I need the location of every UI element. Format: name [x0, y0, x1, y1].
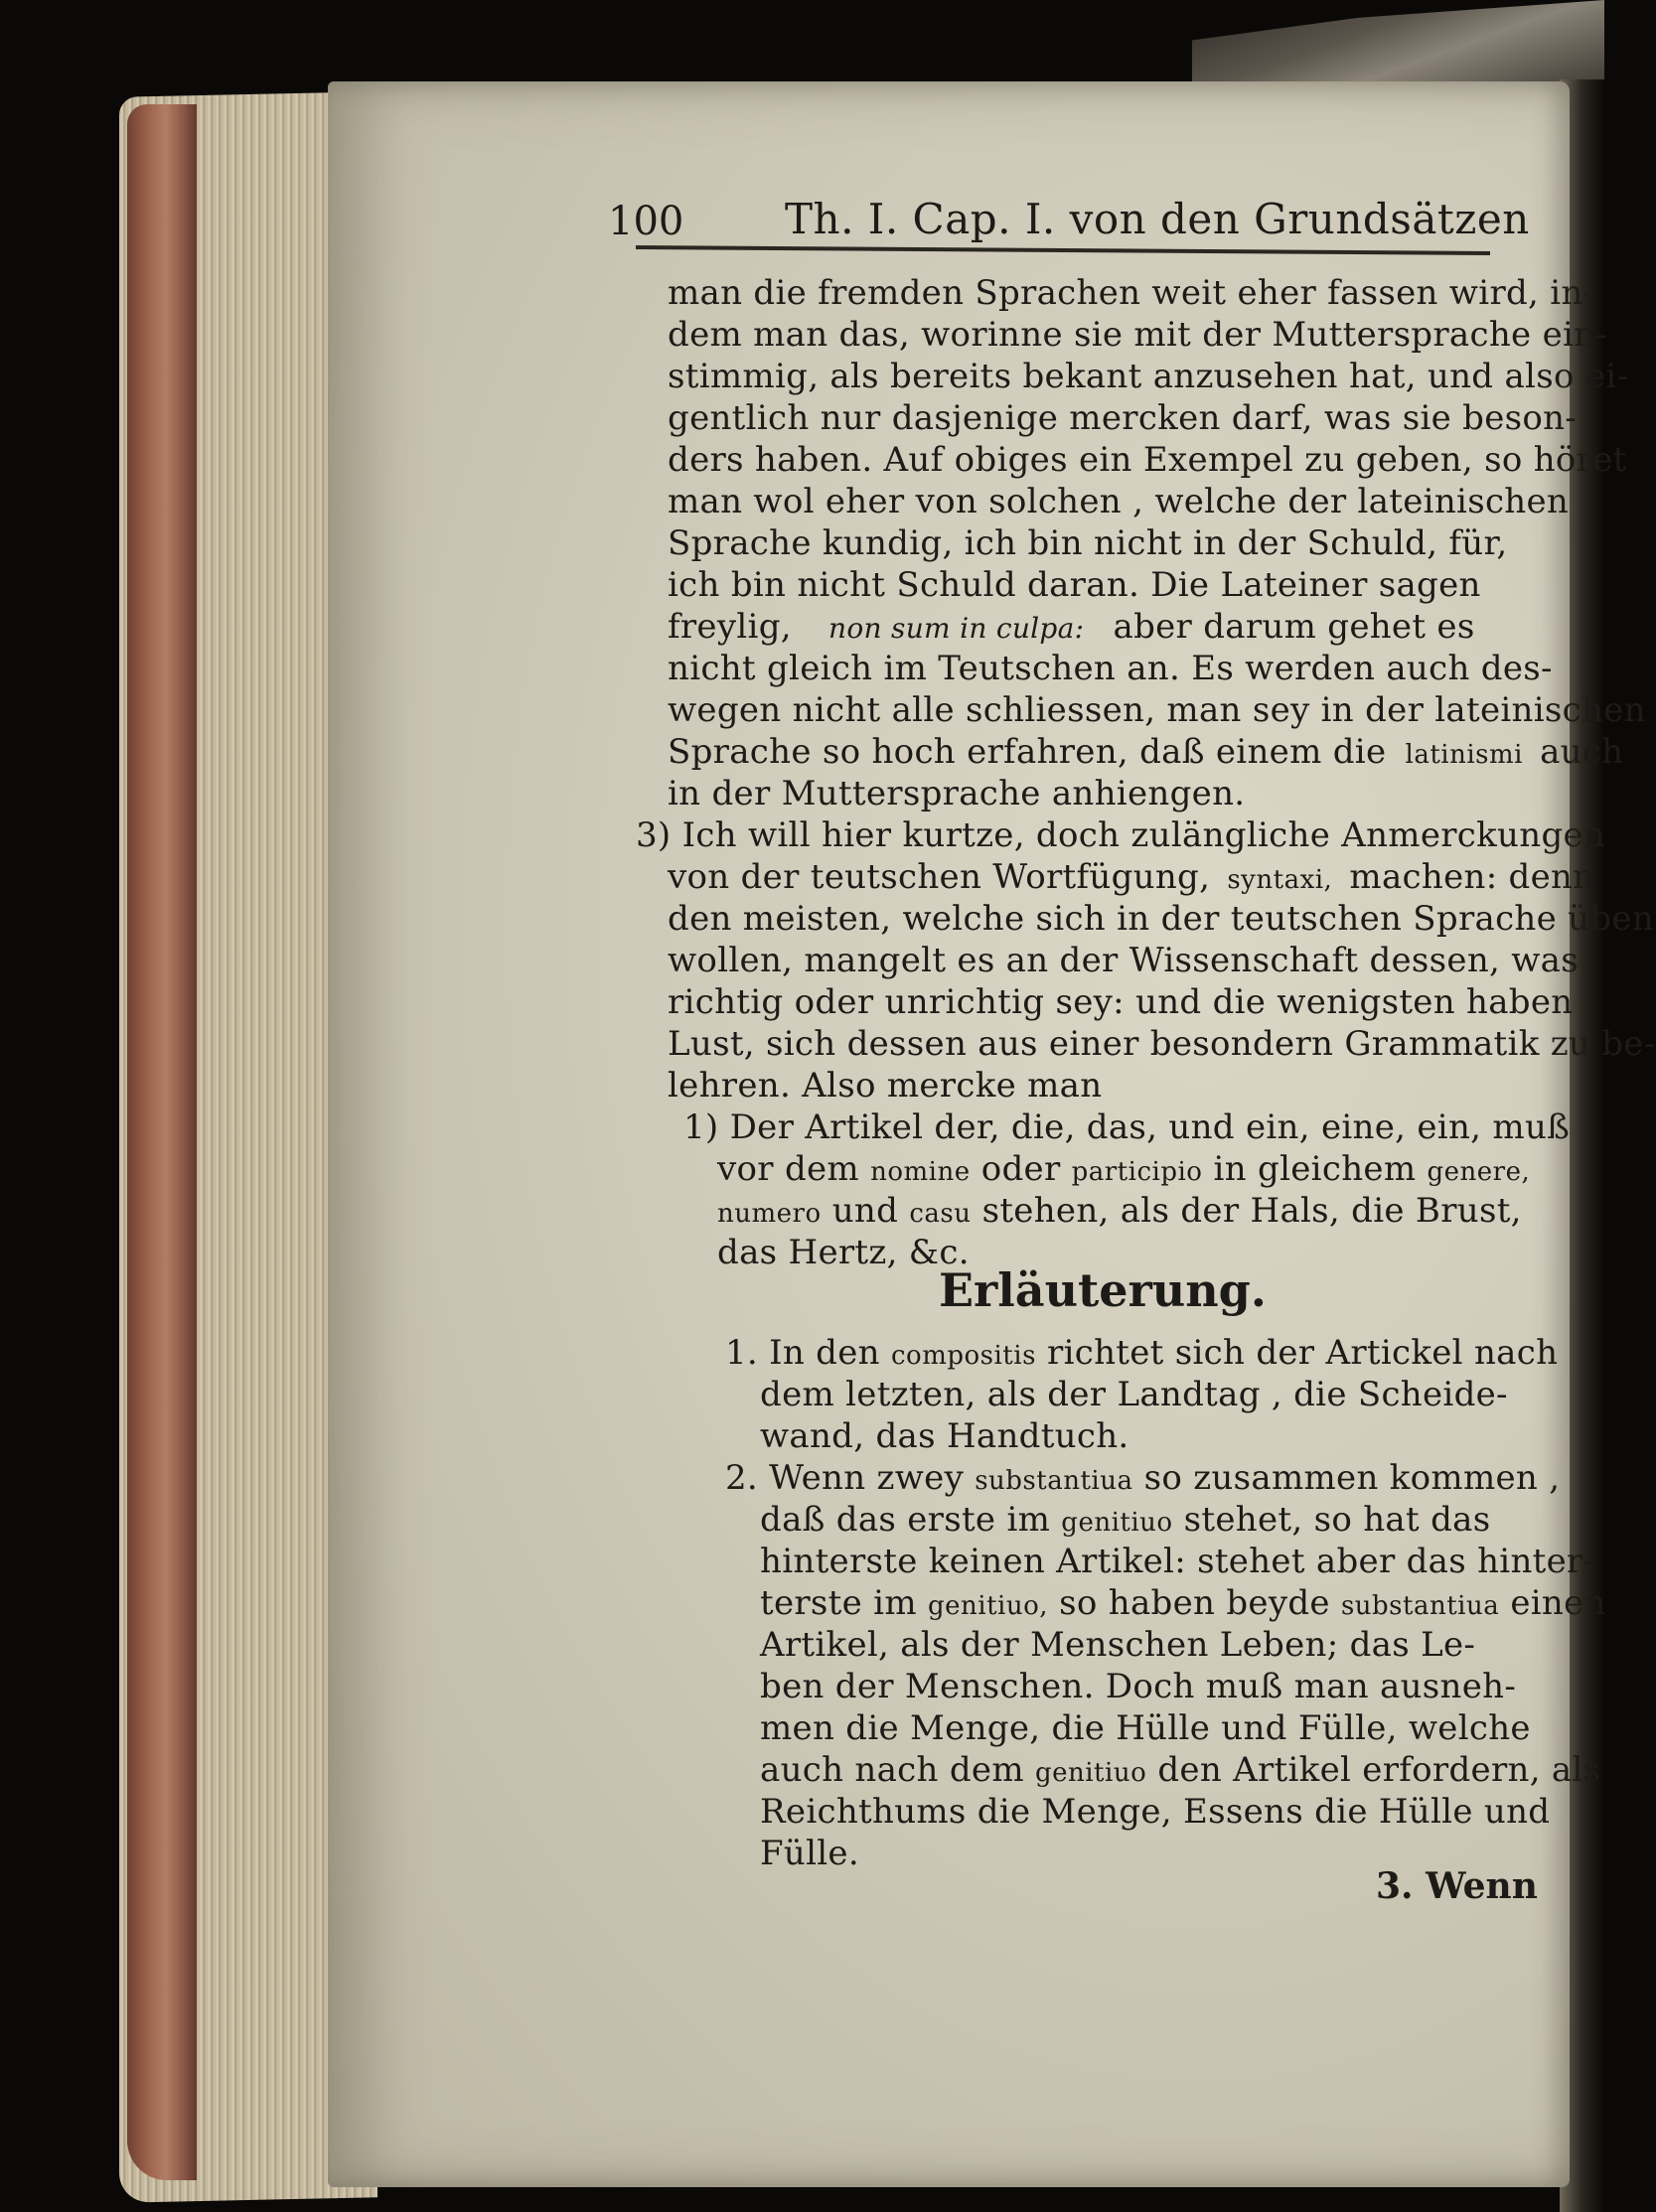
latin-phrase: non sum in culpa: [828, 612, 1085, 645]
note-line [760, 1500, 1490, 1543]
section3-line [668, 857, 1594, 900]
body-text: terste im [760, 1583, 917, 1623]
body-text: den Artikel erfordern, als [1157, 1750, 1601, 1790]
latin-word: participio [1071, 1157, 1203, 1187]
body-line: man die fremden Sprachen weit eher fassen wird, in- [668, 273, 1595, 313]
body-text: auch [1540, 732, 1624, 772]
body-line: ich bin nicht Schuld daran. Die Lateiner sagen [668, 565, 1481, 605]
rule1-line: das Hertz, &c. [717, 1233, 970, 1272]
body-line: wegen nicht alle schliessen, man sey in der lateinischen [668, 690, 1646, 730]
running-head: Th. I. Cap. I. von den Grundsätzen [785, 195, 1530, 243]
latin-word: syntaxi, [1227, 865, 1333, 895]
latin-word: nomine [870, 1157, 971, 1187]
body-text: richtet sich der Artickel nach [1047, 1333, 1559, 1373]
rule1-line [717, 1149, 1530, 1192]
body-line: dem man das, worinne sie mit der Muttersprache ein- [668, 315, 1608, 355]
body-line: Sprache kundig, ich bin nicht in der Schuld, für, [668, 523, 1508, 563]
latin-word: substantiua [1340, 1591, 1500, 1621]
rule1-line [717, 1191, 1522, 1234]
body-text: stehen, als der Hals, die Brust, [981, 1191, 1522, 1231]
body-text: 2. Wenn zwey [725, 1458, 965, 1498]
body-line: in der Muttersprache anhiengen. [668, 774, 1246, 813]
latin-word: genitiuo, [928, 1591, 1049, 1621]
body-text: stehet, so hat das [1183, 1500, 1491, 1540]
note-line: hinterste keinen Artikel: stehet aber das hinter- [760, 1542, 1595, 1581]
note-line [725, 1333, 1558, 1376]
body-text: in gleichem [1213, 1149, 1417, 1189]
body-text: so haben beyde [1059, 1583, 1330, 1623]
note-line: ben der Menschen. Doch muß man ausneh- [760, 1667, 1517, 1706]
body-line: ders haben. Auf obiges ein Exempel zu geben, so höret [668, 440, 1627, 480]
latin-word: casu [909, 1199, 972, 1229]
body-text: vor dem [717, 1149, 859, 1189]
body-line: nicht gleich im Teutschen an. Es werden auch des- [668, 649, 1553, 688]
body-text: freylig, [668, 607, 792, 647]
latin-word: genitiuo [1061, 1508, 1173, 1538]
page-number: 100 [608, 199, 684, 244]
note-line: Reichthums die Menge, Essens die Hülle und [760, 1792, 1551, 1832]
body-text: aber darum gehet es [1113, 607, 1475, 647]
body-text: auch nach dem [760, 1750, 1024, 1790]
body-line: man wol eher von solchen , welche der lateinischen [668, 482, 1570, 521]
note-line: dem letzten, als der Landtag , die Scheide- [760, 1375, 1508, 1414]
body-text: daß das erste im [760, 1500, 1051, 1540]
body-line: stimmig, als bereits bekant anzusehen hat, und also ei- [668, 357, 1629, 396]
header-rule [636, 245, 1490, 255]
note-line [760, 1750, 1600, 1793]
body-text: so zusammen kommen , [1143, 1458, 1561, 1498]
body-line [668, 732, 1623, 775]
note-line: wand, das Handtuch. [760, 1416, 1129, 1456]
note-line: men die Menge, die Hülle und Fülle, welche [760, 1708, 1531, 1748]
section3-line: lehren. Also mercke man [668, 1066, 1103, 1106]
body-text: machen: denn [1349, 857, 1595, 897]
section-heading: Erläuterung. [939, 1263, 1267, 1317]
section3-line: den meisten, welche sich in der teutschen Sprache üben [668, 899, 1655, 939]
body-text: 1. In den [725, 1333, 880, 1373]
latin-word: substantiua [975, 1466, 1133, 1496]
section3-line: richtig oder unrichtig sey: und die wenigsten haben [668, 982, 1574, 1022]
section3-line: Lust, sich dessen aus einer besondern Grammatik zu be- [668, 1024, 1656, 1064]
latin-word: genere, [1427, 1157, 1531, 1187]
latin-word: latinismi [1405, 740, 1523, 770]
latin-word: compositis [890, 1341, 1036, 1371]
note-line [760, 1583, 1606, 1626]
note-line [725, 1458, 1560, 1501]
body-text: und [831, 1191, 899, 1231]
note-line: Fülle. [760, 1834, 859, 1873]
body-text: einen [1510, 1583, 1606, 1623]
body-text: oder [980, 1149, 1061, 1189]
catchword: 3. Wenn [1376, 1865, 1538, 1907]
section3-line: wollen, mangelt es an der Wissenschaft dessen, was [668, 941, 1579, 980]
latin-word: genitiuo [1034, 1758, 1147, 1788]
body-line [668, 607, 1475, 649]
body-line: gentlich nur dasjenige mercken darf, was sie beson- [668, 398, 1578, 438]
latin-word: numero [717, 1199, 822, 1229]
body-text: Sprache so hoch erfahren, daß einem die [668, 732, 1387, 772]
body-text: von der teutschen Wortfügung, [668, 857, 1211, 897]
note-line: Artikel, als der Menschen Leben; das Le- [760, 1625, 1476, 1665]
section3-line: 3) Ich will hier kurtze, doch zulängliche Anmerckungen [636, 815, 1606, 855]
rule1-line: 1) Der Artikel der, die, das, und ein, eine, ein, muß [683, 1107, 1571, 1147]
